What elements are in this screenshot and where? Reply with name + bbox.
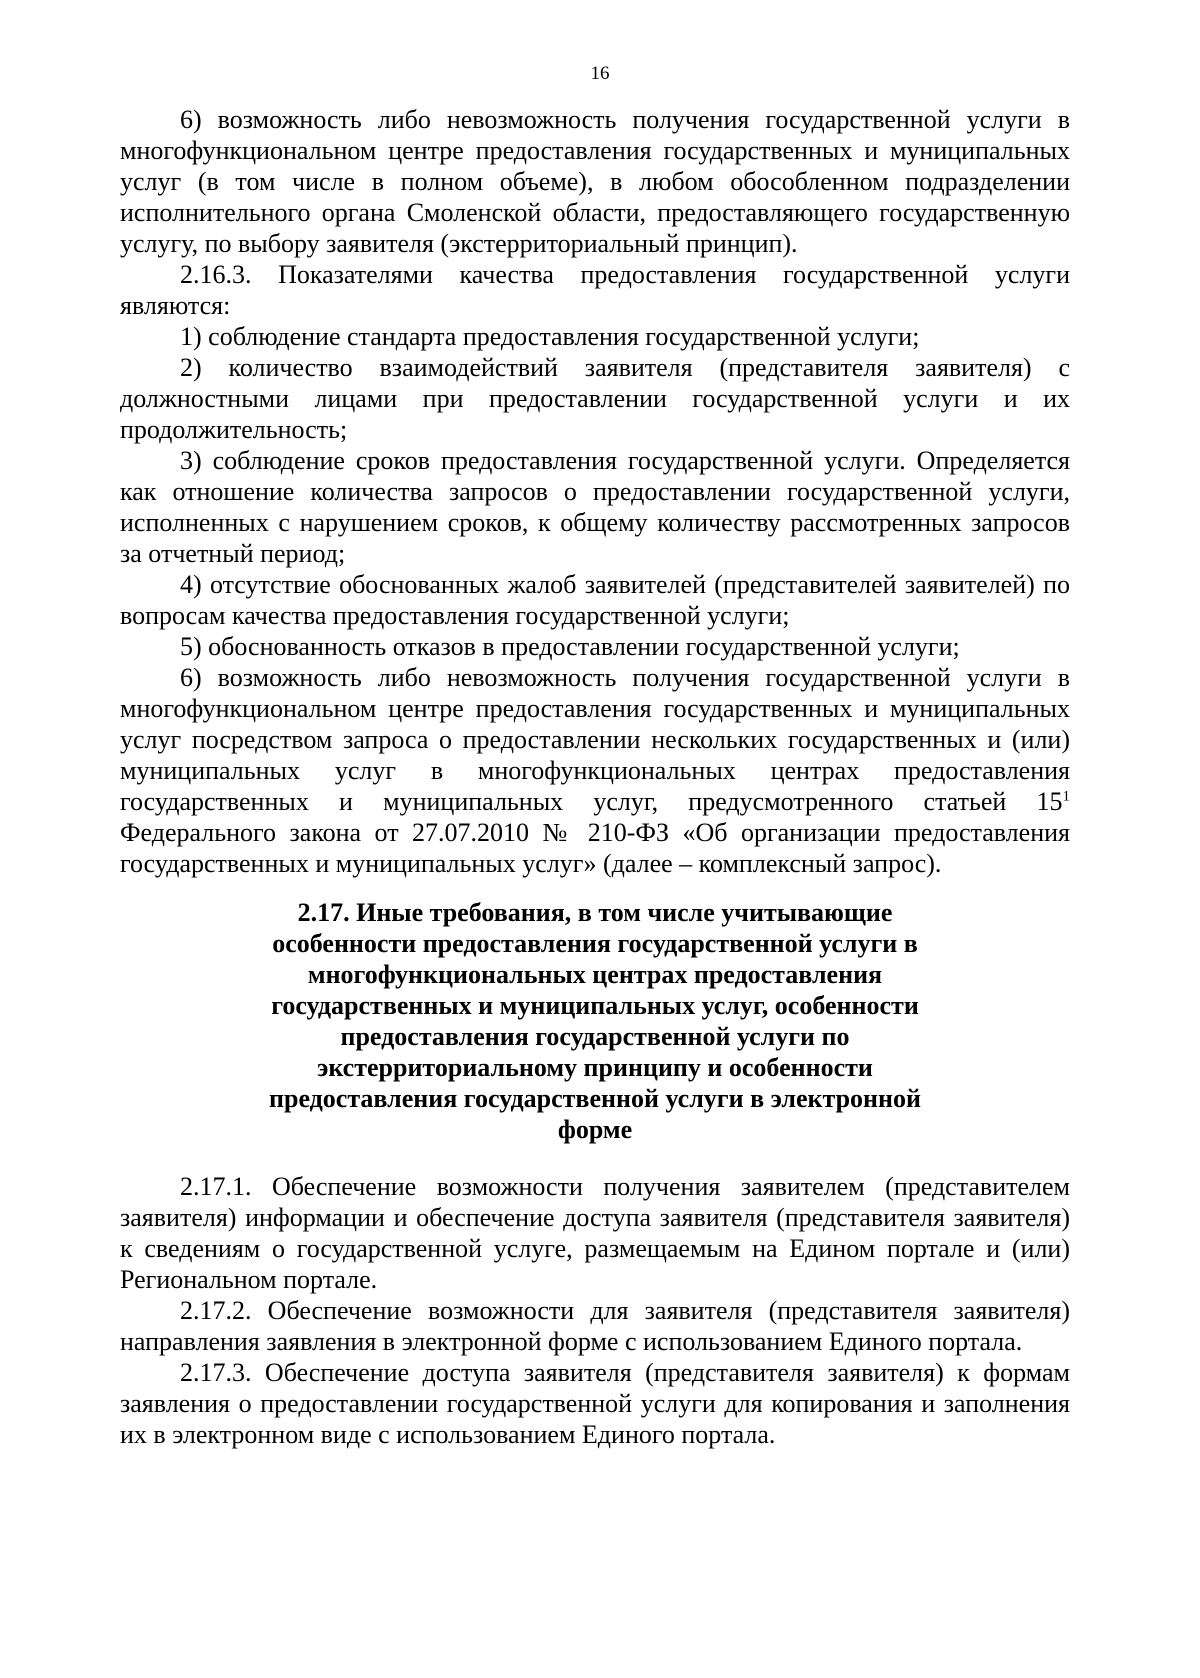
paragraph-item-6-extraterritorial: 6) возможность либо невозможность получения государственной услуги в многофункциональном центре предоставления государственных и муниципальных услуг (в том числе в полном объеме), в любом обособленном подразделении исполнительного органа Смоленской области, предоставляющего государственную услугу, по выбору заявителя (экстерриториальный принцип). [120,105,1070,258]
paragraph-2-16-3: 2.16.3. Показателями качества предоставления государственной услуги являются: [120,260,1070,320]
item-6-text-start: 6) возможность либо невозможность получения государственной услуги в многофункциональном центре предоставления государственных и муниципальных услуг посредством запроса о предоставлении нескольких государственных и (или) муниципальных услуг в многофункциональных центрах предоставления государственных и муниципальных услуг, предусмотренного статьей 15 [120,663,1070,816]
paragraph-2-17-3: 2.17.3. Обеспечение доступа заявителя (представителя заявителя) к формам заявления о предоставлении государственной услуги для копирования и заполнения их в электронном виде с использованием Единого портала. [120,1358,1070,1449]
page-number: 16 [590,63,610,84]
paragraph-2-17-1: 2.17.1. Обеспечение возможности получения заявителем (представителем заявителя) информации и обеспечение доступа заявителя (представителя заявителя) к сведениям о государственной услуге, размещаемым на Едином портале и (или) Региональном портале. [120,1172,1070,1294]
paragraph-item-3: 3) соблюдение сроков предоставления государственной услуги. Определяется как отношение количества запросов о предоставлении государственной услуги, исполненных с нарушением сроков, к общему количеству рассмотренных запросов за отчетный период; [120,446,1070,568]
document-body [120,104,1070,1450]
paragraph-item-6-complex-request [120,662,1070,879]
paragraph-item-1: 1) соблюдение стандарта предоставления государственной услуги; [180,322,920,351]
article-superscript: 1 [1062,788,1070,805]
paragraph-item-5: 5) обоснованность отказов в предоставлении государственной услуги; [180,632,960,661]
section-heading-2-17: 2.17. Иные требования, в том числе учитывающие особенности предоставления государственной услуги в многофункциональных центрах предоставления государственных и муниципальных услуг, особенности предоставления государственной услуги по экстерриториальному принципу и особенности предоставления государственной услуги в электронной форме [269,898,921,1144]
paragraph-item-4: 4) отсутствие обоснованных жалоб заявителей (представителей заявителей) по вопросам качества предоставления государственной услуги; [120,570,1070,630]
paragraph-item-2: 2) количество взаимодействий заявителя (представителя заявителя) с должностными лицами при предоставлении государственной услуги и их продолжительность; [120,353,1070,444]
item-6-text-end: Федерального закона от 27.07.2010 № 210-ФЗ «Об организации предоставления государственных и муниципальных услуг» (далее – комплексный запрос). [120,818,1070,878]
paragraph-2-17-2: 2.17.2. Обеспечение возможности для заявителя (представителя заявителя) направления заявления в электронной форме с использованием Единого портала. [120,1296,1070,1356]
